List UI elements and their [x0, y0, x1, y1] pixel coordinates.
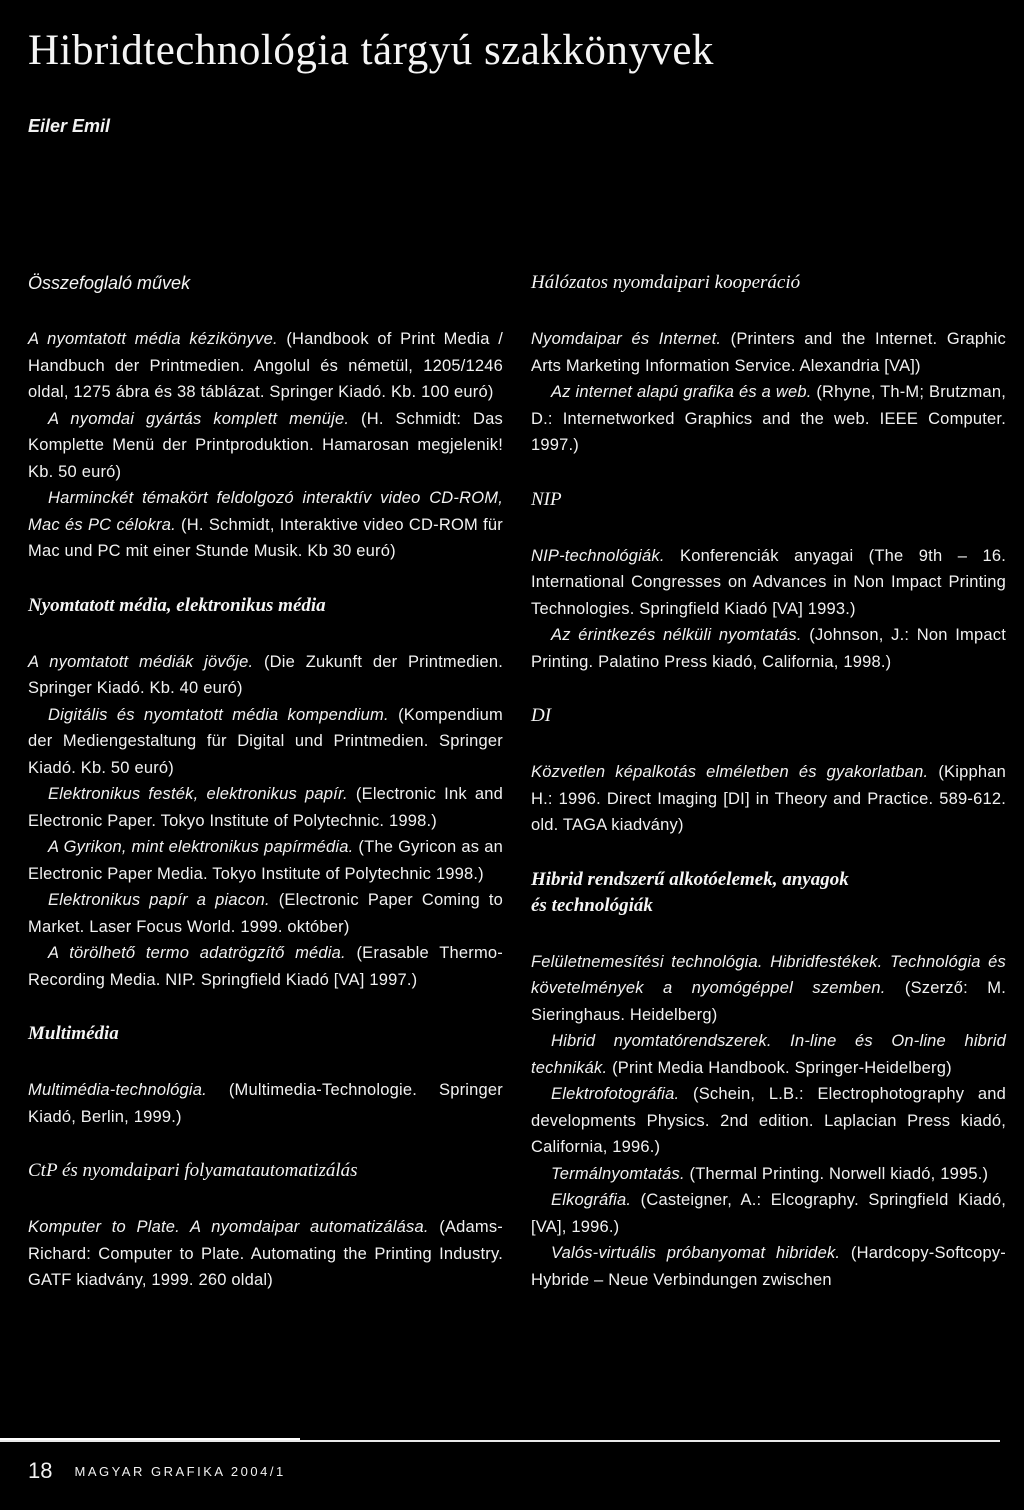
entry: [531, 1240, 1006, 1293]
section-heading: Nyomtatott média, elektronikus média: [28, 594, 326, 616]
entry-title: A nyomtatott médiák jövője.: [28, 652, 254, 671]
entry-reference: (Die Zukunft der Printmedien. Springer Kiadó. Kb. 40 euró): [28, 652, 504, 697]
section-heading: Multimédia: [28, 1023, 119, 1044]
entry-title: A Gyrikon, mint elektronikus papírmédia.: [48, 838, 354, 856]
entry: [28, 326, 503, 406]
entry-reference: (Print Media Handbook. Springer-Heidelberg): [607, 1058, 952, 1077]
entry-reference: (Printers and the Internet. Graphic Arts Marketing Information Service. Alexandria [VA]): [531, 330, 1006, 375]
entry-title: Elektrofotográfia.: [551, 1085, 680, 1103]
entry-title: NIP-technológiák.: [531, 546, 665, 565]
entry-title: Az internet alapú grafika és a web.: [551, 383, 812, 401]
page-number: 18: [28, 1458, 53, 1483]
entry: [28, 887, 503, 940]
entry-reference: (Kompendium der Mediengestaltung für Digital und Printmedien. Springer Kiadó. Kb. 50 euró): [28, 705, 503, 777]
entry: [28, 406, 503, 486]
author-name: Eiler Emil: [28, 116, 111, 136]
entry-title: Közvetlen képalkotás elméletben és gyakorlatban.: [531, 763, 929, 781]
section-heading: DI: [531, 705, 552, 726]
entry-reference: (Rhyne, Th-M; Brutzman, D.: Internetworked Graphics and the web. IEEE Computer. 1997.): [531, 383, 1006, 454]
entry-title: Felületnemesítési technológia. Hibridfestékek. Technológia és követelmények a nyomógéppel szemben.: [531, 952, 1006, 997]
entry-title: Valós-virtuális próbanyomat hibridek.: [551, 1244, 841, 1262]
entry-reference: (Casteigner, A.: Elcography. Springfield Kiadó, [VA], 1996.): [531, 1191, 1006, 1236]
entry: [28, 1214, 503, 1294]
entry-reference: Konferenciák anyagai (The 9th – 16. International Congresses on Advances in Non Impact Printing Technologies. Springfield Kiadó [VA] 1993.): [531, 546, 1006, 618]
entry: [531, 1187, 1006, 1240]
entry: [28, 940, 503, 993]
entry-reference: (Handbook of Print Media / Handbuch der Printmedien. Angolul és németül, 1205/1246 oldal, 1275 ábra és 38 táblázat. Springer Kiadó. Kb. 100 euró): [28, 330, 503, 401]
section-heading: NIP: [531, 488, 562, 510]
magazine-name: MAGYAR GRAFIKA 2004/1: [74, 1463, 286, 1479]
entry-title: Hibrid nyomtatórendszerek. In-line és On-line hibrid technikák.: [531, 1032, 1006, 1077]
entry: [531, 1028, 1006, 1081]
entry-title: A nyomdai gyártás komplett menüje.: [48, 409, 350, 428]
section-heading: Hálózatos nyomdaipari kooperáció: [531, 272, 801, 293]
entry-title: Termálnyomtatás.: [551, 1164, 685, 1183]
entry: [28, 649, 503, 702]
entry-title: Harminckét témakört feldolgozó interaktív video CD-ROM, Mac és PC célokra.: [28, 489, 503, 534]
entry: [531, 759, 1006, 839]
entry-reference: (Hardcopy-Softcopy-Hybride – Neue Verbindungen zwischen: [531, 1244, 1006, 1289]
entry-title: Elkográfia.: [551, 1191, 632, 1209]
entry: [531, 949, 1006, 1029]
entry-title: Komputer to Plate. A nyomdaipar automatizálása.: [28, 1218, 429, 1236]
entry: [531, 1081, 1006, 1161]
entry: [531, 379, 1006, 459]
entry: [531, 543, 1006, 623]
entry-title: Elektronikus festék, elektronikus papír.: [48, 785, 348, 803]
entry-reference: (Thermal Printing. Norwell kiadó, 1995.): [684, 1164, 989, 1183]
entry: [28, 834, 503, 887]
entry-reference: (Johnson, J.: Non Impact Printing. Palatino Press kiadó, California, 1998.): [531, 626, 1006, 671]
entry-reference: (Szerző: M. Sieringhaus. Heidelberg): [531, 979, 1006, 1024]
entry: [28, 485, 503, 565]
page-title: Hibridtechnológia tárgyú szakkönyvek: [28, 27, 714, 74]
entry-reference: (Schein, L.B.: Electrophotography and developments Physics. 2nd edition. Laplacian Press kiadó, California, 1996.): [531, 1085, 1006, 1156]
entry-title: Az érintkezés nélküli nyomtatás.: [551, 626, 802, 644]
left-column: [28, 270, 503, 1294]
entry: [28, 1077, 503, 1130]
section-heading: Hibrid rendszerű alkotóelemek, anyagok: [531, 868, 849, 890]
entry: [28, 781, 503, 834]
entry-title: A nyomtatott média kézikönyve.: [28, 330, 278, 348]
entry-reference: (H. Schmidt, Interaktive video CD-ROM für Mac und PC mit einer Stunde Musik. Kb 30 euró): [28, 515, 503, 560]
entry-title: Nyomdaipar és Internet.: [531, 330, 722, 348]
entry-reference: (Multimedia-Technologie. Springer Kiadó, Berlin, 1999.): [28, 1081, 503, 1126]
entry-reference: (Electronic Ink and Electronic Paper. Tokyo Institute of Polytechnic. 1998.): [28, 785, 503, 830]
footer-rule: [0, 1440, 1000, 1442]
entry: [28, 702, 503, 782]
entry-reference: (Adams- Richard: Computer to Plate. Automating the Printing Industry. GATF kiadvány, 1999. 260 oldal): [28, 1218, 504, 1289]
section-heading: Összefoglaló művek: [28, 273, 191, 293]
entry: [531, 1161, 1006, 1188]
entry: [531, 326, 1006, 379]
entry-reference: (H. Schmidt: Das Komplette Menü der Printproduktion. Hamarosan megjelenik! Kb. 50 euró): [28, 409, 503, 481]
entry-reference: (Electronic Paper Coming to Market. Laser Focus World. 1999. október): [28, 891, 504, 936]
section-heading-line-2: és technológiák: [531, 894, 653, 916]
entry-reference: (Kipphan H.: 1996. Direct Imaging [DI] in Theory and Practice. 589-612. old. TAGA kiadvány): [531, 763, 1006, 834]
entry-reference: (The Gyricon as an Electronic Paper Media. Tokyo Institute of Polytechnic 1998.): [28, 838, 503, 883]
entry: [531, 622, 1006, 675]
entry-title: Digitális és nyomtatott média kompendium.: [48, 705, 389, 724]
entry-title: A törölhető termo adatrögzítő média.: [48, 944, 346, 962]
entry-reference: (Erasable Thermo-Recording Media. NIP. Springfield Kiadó [VA] 1997.): [28, 944, 503, 989]
entry-title: Elektronikus papír a piacon.: [48, 891, 270, 909]
section-heading: CtP és nyomdaipari folyamatautomatizálás: [28, 1160, 358, 1181]
right-column: [531, 270, 1006, 1293]
page-footer: [28, 1458, 286, 1484]
entry-title: Multimédia-technológia.: [28, 1081, 207, 1099]
